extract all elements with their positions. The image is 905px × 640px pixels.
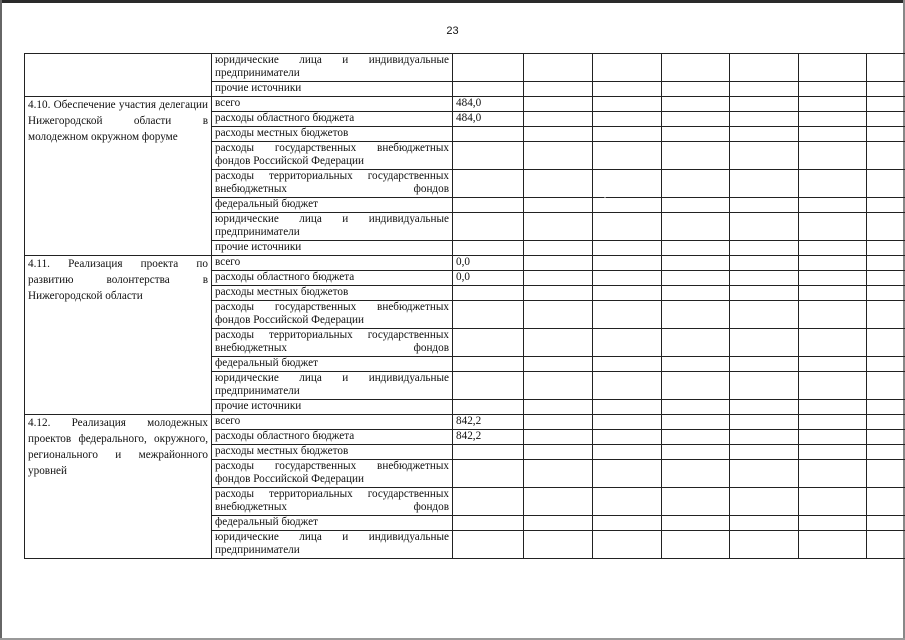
empty-cell: [730, 198, 799, 213]
empty-cell: [524, 170, 593, 198]
empty-cell: [524, 372, 593, 400]
empty-cell: [799, 271, 867, 286]
funding-source-cell: расходы местных бюджетов: [212, 445, 453, 460]
empty-cell: [593, 329, 662, 357]
empty-cell: [730, 241, 799, 256]
amount-cell: [453, 301, 524, 329]
funding-source-cell: расходы территориальных государственных внебюджетных фондов: [212, 488, 453, 516]
empty-cell: [662, 170, 730, 198]
empty-cell: [524, 516, 593, 531]
empty-cell: [799, 400, 867, 415]
funding-source-cell: расходы государственных внебюджетных фондов Российской Федерации: [212, 460, 453, 488]
empty-cell: [524, 301, 593, 329]
empty-cell: [730, 445, 799, 460]
funding-source-cell: прочие источники: [212, 400, 453, 415]
table-row: [25, 54, 905, 82]
empty-cell: [799, 357, 867, 372]
funding-source-cell: расходы государственных внебюджетных фондов Российской Федерации: [212, 301, 453, 329]
activity-cell: 4.12. Реализация молодежных проектов федерального, окружного, регионального и межрайонного уровней: [25, 415, 212, 559]
amount-cell: 484,0: [453, 97, 524, 112]
empty-cell: [867, 256, 905, 271]
empty-cell: [662, 256, 730, 271]
empty-cell: [662, 127, 730, 142]
empty-cell: [662, 112, 730, 127]
empty-cell: [799, 198, 867, 213]
empty-cell: [730, 82, 799, 97]
empty-cell: [524, 531, 593, 559]
empty-cell: [730, 372, 799, 400]
empty-cell: [799, 286, 867, 301]
empty-cell: [730, 213, 799, 241]
empty-cell: [593, 400, 662, 415]
funding-source-cell: прочие источники: [212, 241, 453, 256]
budget-table: [24, 53, 905, 559]
empty-cell: [662, 82, 730, 97]
empty-cell: [662, 286, 730, 301]
empty-cell: [799, 445, 867, 460]
empty-cell: [799, 241, 867, 256]
empty-cell: [662, 329, 730, 357]
funding-source-cell: юридические лица и индивидуальные предприниматели: [212, 372, 453, 400]
empty-cell: [799, 516, 867, 531]
empty-cell: [867, 112, 905, 127]
empty-cell: [524, 112, 593, 127]
empty-cell: [662, 142, 730, 170]
funding-source-cell: федеральный бюджет: [212, 516, 453, 531]
funding-source-cell: юридические лица и индивидуальные предприниматели: [212, 213, 453, 241]
empty-cell: [662, 430, 730, 445]
empty-cell: [593, 213, 662, 241]
table-row: [25, 256, 905, 271]
amount-cell: [453, 142, 524, 170]
empty-cell: [524, 460, 593, 488]
empty-cell: [730, 142, 799, 170]
empty-cell: [867, 329, 905, 357]
empty-cell: [593, 198, 662, 213]
empty-cell: [593, 445, 662, 460]
funding-source-cell: юридические лица и индивидуальные предприниматели: [212, 54, 453, 82]
empty-cell: [524, 97, 593, 112]
funding-source-cell: всего: [212, 256, 453, 271]
funding-source-cell: расходы областного бюджета: [212, 430, 453, 445]
empty-cell: [799, 170, 867, 198]
empty-cell: [730, 415, 799, 430]
empty-cell: [730, 97, 799, 112]
empty-cell: [867, 301, 905, 329]
amount-cell: [453, 488, 524, 516]
empty-cell: [662, 213, 730, 241]
empty-cell: [799, 82, 867, 97]
empty-cell: [524, 256, 593, 271]
empty-cell: [593, 430, 662, 445]
amount-cell: [453, 82, 524, 97]
empty-cell: [593, 256, 662, 271]
amount-cell: 484,0: [453, 112, 524, 127]
empty-cell: [524, 54, 593, 82]
funding-source-cell: расходы местных бюджетов: [212, 286, 453, 301]
amount-cell: 0,0: [453, 256, 524, 271]
scan-speck: [604, 197, 606, 198]
empty-cell: [593, 241, 662, 256]
empty-cell: [799, 213, 867, 241]
empty-cell: [593, 170, 662, 198]
funding-source-cell: расходы местных бюджетов: [212, 127, 453, 142]
empty-cell: [662, 241, 730, 256]
amount-cell: [453, 198, 524, 213]
amount-cell: [453, 241, 524, 256]
empty-cell: [867, 357, 905, 372]
empty-cell: [662, 97, 730, 112]
amount-cell: 0,0: [453, 271, 524, 286]
empty-cell: [867, 445, 905, 460]
funding-source-cell: всего: [212, 415, 453, 430]
empty-cell: [593, 460, 662, 488]
empty-cell: [799, 256, 867, 271]
empty-cell: [799, 488, 867, 516]
funding-source-cell: юридические лица и индивидуальные предприниматели: [212, 531, 453, 559]
empty-cell: [524, 415, 593, 430]
budget-table-body: [25, 54, 905, 559]
empty-cell: [730, 430, 799, 445]
table-row: [25, 97, 905, 112]
scan-frame-left: [0, 0, 2, 640]
empty-cell: [867, 286, 905, 301]
amount-cell: [453, 329, 524, 357]
empty-cell: [593, 142, 662, 170]
empty-cell: [867, 97, 905, 112]
empty-cell: [799, 460, 867, 488]
activity-cell: 4.11. Реализация проекта по развитию волонтерства в Нижегородской области: [25, 256, 212, 415]
empty-cell: [662, 301, 730, 329]
amount-cell: [453, 54, 524, 82]
activity-cell: [25, 54, 212, 97]
scan-frame-top: [0, 0, 905, 3]
activity-cell: 4.10. Обеспечение участия делегации Нижегородской области в молодежном окружном форуме: [25, 97, 212, 256]
amount-cell: [453, 372, 524, 400]
funding-source-cell: федеральный бюджет: [212, 357, 453, 372]
table-row: [25, 415, 905, 430]
empty-cell: [730, 170, 799, 198]
empty-cell: [867, 531, 905, 559]
empty-cell: [593, 112, 662, 127]
empty-cell: [867, 271, 905, 286]
empty-cell: [662, 372, 730, 400]
empty-cell: [730, 400, 799, 415]
empty-cell: [524, 357, 593, 372]
empty-cell: [730, 112, 799, 127]
empty-cell: [867, 54, 905, 82]
empty-cell: [730, 488, 799, 516]
empty-cell: [730, 460, 799, 488]
funding-source-cell: расходы областного бюджета: [212, 112, 453, 127]
empty-cell: [524, 430, 593, 445]
empty-cell: [662, 516, 730, 531]
empty-cell: [799, 301, 867, 329]
empty-cell: [730, 286, 799, 301]
amount-cell: [453, 531, 524, 559]
amount-cell: 842,2: [453, 430, 524, 445]
empty-cell: [524, 271, 593, 286]
empty-cell: [799, 142, 867, 170]
empty-cell: [593, 516, 662, 531]
empty-cell: [662, 445, 730, 460]
empty-cell: [867, 372, 905, 400]
empty-cell: [524, 488, 593, 516]
empty-cell: [867, 170, 905, 198]
empty-cell: [593, 415, 662, 430]
empty-cell: [593, 286, 662, 301]
empty-cell: [867, 460, 905, 488]
empty-cell: [524, 82, 593, 97]
empty-cell: [524, 127, 593, 142]
empty-cell: [730, 357, 799, 372]
empty-cell: [593, 357, 662, 372]
funding-source-cell: расходы государственных внебюджетных фондов Российской Федерации: [212, 142, 453, 170]
empty-cell: [867, 415, 905, 430]
empty-cell: [799, 112, 867, 127]
empty-cell: [799, 531, 867, 559]
empty-cell: [799, 415, 867, 430]
empty-cell: [524, 198, 593, 213]
empty-cell: [662, 357, 730, 372]
page-number: 23: [446, 25, 459, 37]
empty-cell: [799, 97, 867, 112]
empty-cell: [730, 271, 799, 286]
amount-cell: [453, 445, 524, 460]
empty-cell: [593, 82, 662, 97]
amount-cell: [453, 400, 524, 415]
empty-cell: [524, 286, 593, 301]
empty-cell: [662, 460, 730, 488]
empty-cell: [524, 400, 593, 415]
amount-cell: [453, 357, 524, 372]
empty-cell: [867, 516, 905, 531]
empty-cell: [867, 82, 905, 97]
empty-cell: [799, 372, 867, 400]
empty-cell: [799, 127, 867, 142]
empty-cell: [662, 400, 730, 415]
funding-source-cell: федеральный бюджет: [212, 198, 453, 213]
amount-cell: [453, 460, 524, 488]
empty-cell: [593, 488, 662, 516]
empty-cell: [867, 198, 905, 213]
empty-cell: [730, 516, 799, 531]
empty-cell: [524, 241, 593, 256]
empty-cell: [867, 127, 905, 142]
funding-source-cell: расходы областного бюджета: [212, 271, 453, 286]
empty-cell: [867, 213, 905, 241]
empty-cell: [799, 430, 867, 445]
empty-cell: [524, 329, 593, 357]
empty-cell: [867, 400, 905, 415]
empty-cell: [867, 142, 905, 170]
funding-source-cell: расходы территориальных государственных внебюджетных фондов: [212, 170, 453, 198]
empty-cell: [593, 271, 662, 286]
empty-cell: [524, 142, 593, 170]
empty-cell: [730, 301, 799, 329]
empty-cell: [662, 198, 730, 213]
funding-source-cell: всего: [212, 97, 453, 112]
empty-cell: [730, 531, 799, 559]
funding-source-cell: прочие источники: [212, 82, 453, 97]
empty-cell: [730, 256, 799, 271]
empty-cell: [593, 54, 662, 82]
empty-cell: [867, 241, 905, 256]
empty-cell: [593, 301, 662, 329]
amount-cell: [453, 286, 524, 301]
empty-cell: [867, 430, 905, 445]
empty-cell: [730, 329, 799, 357]
funding-source-cell: расходы территориальных государственных внебюджетных фондов: [212, 329, 453, 357]
empty-cell: [593, 372, 662, 400]
amount-cell: [453, 516, 524, 531]
empty-cell: [662, 54, 730, 82]
empty-cell: [593, 127, 662, 142]
empty-cell: [524, 445, 593, 460]
empty-cell: [662, 415, 730, 430]
empty-cell: [662, 271, 730, 286]
empty-cell: [524, 213, 593, 241]
amount-cell: 842,2: [453, 415, 524, 430]
empty-cell: [730, 54, 799, 82]
empty-cell: [662, 531, 730, 559]
empty-cell: [799, 329, 867, 357]
empty-cell: [662, 488, 730, 516]
amount-cell: [453, 213, 524, 241]
empty-cell: [593, 531, 662, 559]
empty-cell: [730, 127, 799, 142]
empty-cell: [593, 97, 662, 112]
amount-cell: [453, 127, 524, 142]
empty-cell: [867, 488, 905, 516]
amount-cell: [453, 170, 524, 198]
empty-cell: [799, 54, 867, 82]
